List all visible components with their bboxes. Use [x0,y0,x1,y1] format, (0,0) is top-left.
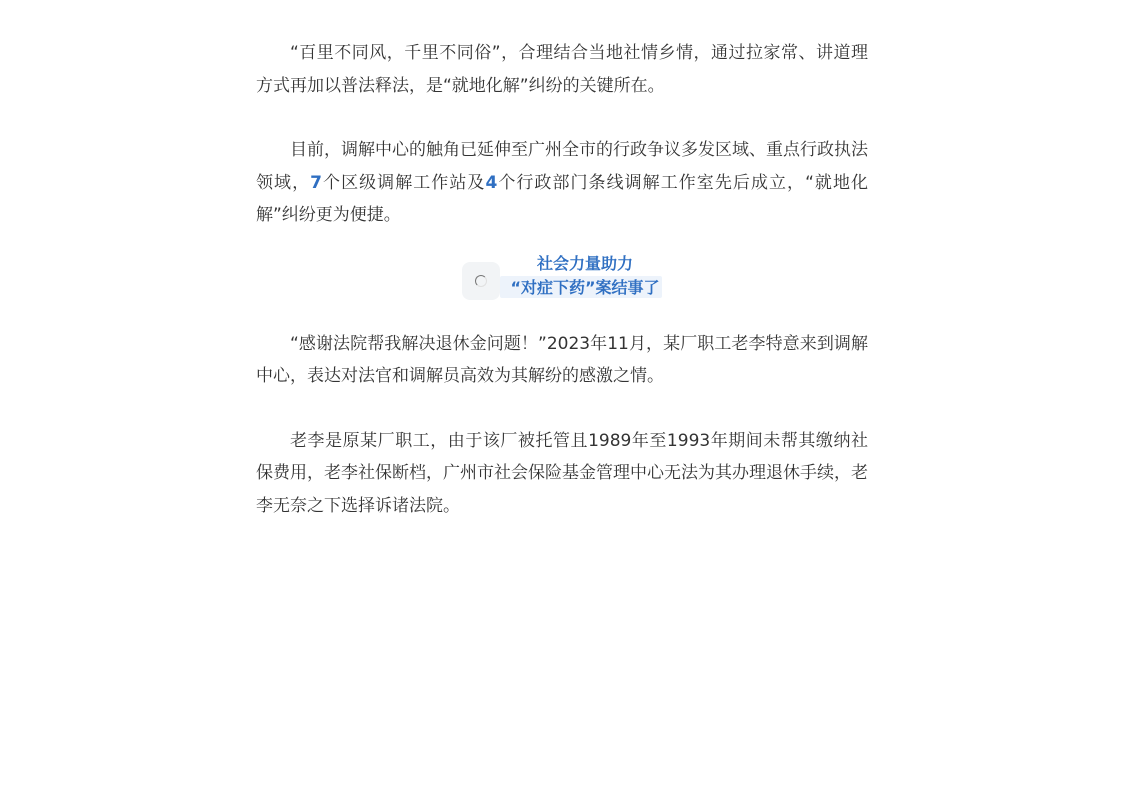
paragraph-case-background: 老李是原某厂职工，由于该厂被托管且1989年至1993年期间未帮其缴纳社保费用，老李社保断档，广州市社会保险基金管理中心无法为其办理退休手续，老李无奈之下选择诉诸法院。 [256,430,868,516]
highlight-number-department-rooms: 4 [485,172,498,193]
article-body [256,37,868,522]
image-loading-placeholder [462,262,500,300]
loading-spinner-icon [475,275,487,287]
section-title [500,252,670,300]
paragraph-text: 目前，调解中心的触角已延伸至广州全市的行政争议多发区域、重点行政执法领域， [256,140,868,193]
section-title-line2: “对症下药”案结事了 [510,277,660,297]
section-title-line1: 社会力量助力 [536,253,633,273]
paragraph-custom-mediation: “百里不同风，千里不同俗”，合理结合当地社情乡情，通过拉家常、讲道理方式再加以普法释法，是“就地化解”纠纷的关键所在。 [256,43,868,96]
paragraph-thanks: “感谢法院帮我解决退休金问题！”2023年11月，某厂职工老李特意来到调解中心，表达对法官和调解员高效为其解纷的感激之情。 [256,333,868,386]
paragraph-mediation-stations [256,134,868,232]
highlight-number-district-stations: 7 [310,172,322,193]
section-heading [256,252,868,312]
paragraph-spacer [256,102,868,134]
paragraph-text: 个行政部门条线调解工作室先后成立，“就地化解”纠纷更为便捷。 [256,172,869,225]
paragraph-text: 个区级调解工作站及 [321,172,486,193]
paragraph-spacer [256,393,868,425]
